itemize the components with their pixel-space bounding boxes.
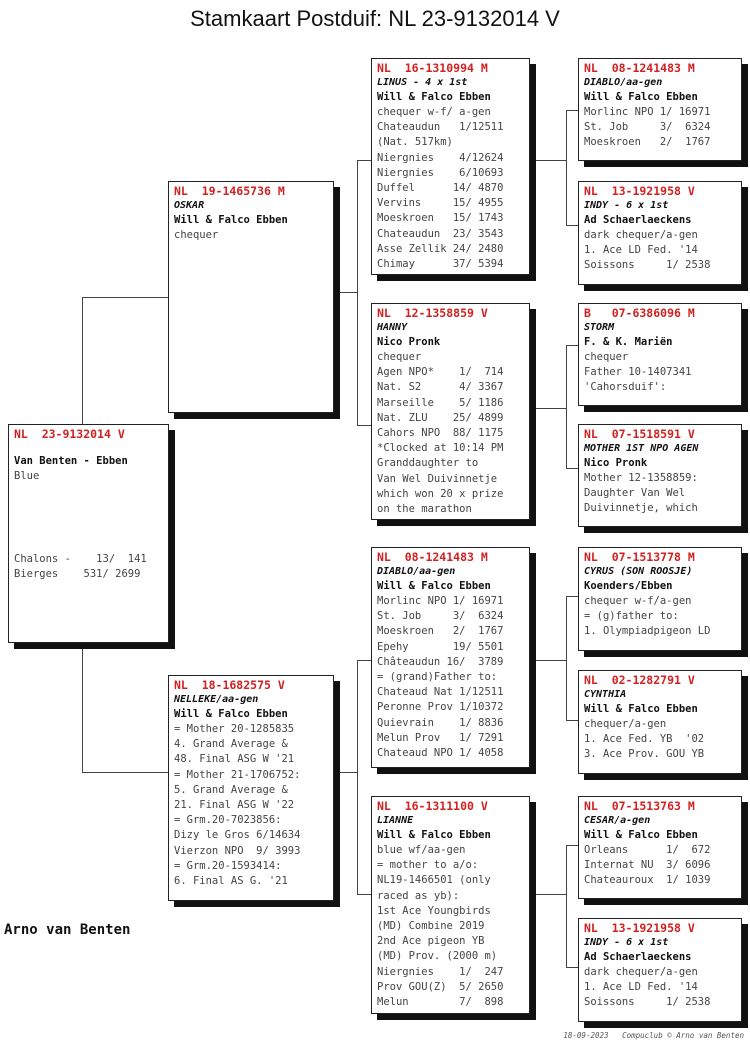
pigeon-details [584, 105, 736, 151]
detail-line: dark chequer/a-gen [584, 229, 698, 241]
breeder-name: Arno van Benten [4, 922, 131, 938]
pigeon-details [584, 965, 736, 1011]
ring-number: NL 13-1921958 V [584, 184, 695, 198]
pigeon-name: CYNTHIA [584, 689, 627, 700]
ring-number: NL 07-1518591 V [584, 427, 695, 441]
pigeon-card-mother [168, 675, 334, 901]
owner-name: Nico Pronk [584, 457, 648, 469]
detail-line: Niergnies 4/12624 [377, 151, 504, 164]
detail-line: which won 20 x prize [377, 487, 504, 500]
detail-line: chequer [174, 229, 219, 241]
detail-line: Nat. ZLU 25/ 4899 [377, 411, 504, 424]
detail-line: Internat NU 3/ 6096 [584, 859, 711, 872]
detail-line: Orleans 1/ 672 [584, 844, 711, 856]
pigeon-card-mf [371, 547, 530, 768]
detail-line: Chateaud Nat 1/12511 [377, 686, 504, 699]
pigeon-name: INDY - 6 x 1st [584, 937, 669, 948]
pigeon-name: CYRUS (SON ROOSJE) [584, 566, 693, 577]
pigeon-name: MOTHER 1ST NPO AGEN [584, 443, 699, 454]
pigeon-name: DIABLO/aa-gen [377, 566, 456, 577]
owner-name: Will & Falco Ebben [584, 703, 698, 715]
connector-line [357, 160, 358, 425]
detail-line: Marseille 5/ 1186 [377, 396, 504, 409]
connector-line [566, 720, 578, 721]
pigeon-card-mff [578, 547, 742, 651]
detail-line: 1. Ace LD Fed. '14 [584, 981, 698, 994]
connector-line [357, 894, 371, 895]
race-results [14, 552, 163, 582]
detail-line: dark chequer/a-gen [584, 966, 698, 978]
detail-line: Epehy 19/ 5501 [377, 640, 504, 653]
detail-line: Duivinnetje, which [584, 502, 698, 515]
owner-name: Will & Falco Ebben [377, 580, 491, 592]
connector-line [82, 297, 83, 424]
detail-line: 1st Ace Youngbirds [377, 904, 491, 917]
detail-line: = (g)father to: [584, 610, 679, 623]
detail-line: (Nat. 517km) [377, 136, 453, 149]
connector-line [357, 425, 371, 426]
connector-line [566, 967, 578, 968]
detail-line: Daughter Van Wel [584, 487, 686, 500]
detail-line: Chateaudun 23/ 3543 [377, 227, 504, 240]
detail-line: Morlinc NPO 1/ 16971 [584, 106, 711, 118]
detail-line: = mother to a/o: [377, 859, 479, 872]
detail-line: Moeskroen 2/ 1767 [584, 136, 711, 149]
pigeon-card-fff [578, 58, 742, 161]
pigeon-details [377, 843, 524, 1010]
connector-line [82, 297, 168, 298]
detail-line: Chateaudun 1/12511 [377, 121, 504, 134]
detail-line: Chimay 37/ 5394 [377, 258, 504, 271]
detail-line: 4. Grand Average & [174, 738, 288, 751]
connector-line [566, 596, 567, 720]
detail-line: 'Cahorsduif': [584, 381, 667, 394]
detail-line: on the marathon [377, 503, 472, 516]
pigeon-name: OSKAR [174, 200, 205, 211]
connector-line [530, 894, 566, 895]
pigeon-card-mmm [578, 918, 742, 1022]
detail-line: Morlinc NPO 1/ 16971 [377, 595, 504, 607]
owner-name: F. & K. Mariën [584, 336, 673, 348]
owner-name: Ad Schaerlaeckens [584, 214, 692, 226]
pigeon-name: LIANNE [377, 815, 414, 826]
detail-line: Niergnies 1/ 247 [377, 965, 504, 978]
ring-number: NL 18-1682575 V [174, 678, 285, 692]
connector-line [334, 292, 358, 293]
page-title: Stamkaart Postduif: NL 23-9132014 V [190, 6, 560, 31]
pigeon-name: INDY - 6 x 1st [584, 200, 669, 211]
owner-name: Koenders/Ebben [584, 580, 673, 592]
detail-line: Blue [14, 470, 40, 482]
connector-line [530, 408, 566, 409]
owner-name: Van Benten - Ebben [14, 455, 128, 467]
owner-name: Will & Falco Ebben [584, 829, 698, 841]
ring-number: NL 07-1513763 M [584, 799, 695, 813]
connector-line [566, 596, 578, 597]
detail-line: 48. Final ASG W '21 [174, 753, 295, 766]
connector-line [82, 772, 168, 773]
detail-line: blue wf/aa-gen [377, 844, 466, 856]
pigeon-details [584, 717, 736, 763]
connector-line [357, 660, 371, 661]
detail-line: chequer w-f/ a-gen [377, 106, 491, 118]
detail-line: chequer [584, 351, 629, 363]
pigeon-details [14, 469, 163, 484]
detail-line: Niergnies 6/10693 [377, 166, 504, 179]
pigeon-details [584, 228, 736, 274]
connector-line [566, 225, 578, 226]
ring-number: NL 02-1282791 V [584, 673, 695, 687]
detail-line: Vierzon NPO 9/ 3993 [174, 844, 301, 857]
connector-line [566, 110, 567, 225]
detail-line: 21. Final ASG W '22 [174, 799, 295, 812]
pigeon-name: LINUS - 4 x 1st [377, 77, 468, 88]
ring-number: NL 16-1311100 V [377, 799, 488, 813]
owner-name: Will & Falco Ebben [174, 708, 288, 720]
pigeon-card-mfm [578, 670, 742, 774]
pigeon-details [377, 105, 524, 272]
owner-name: Will & Falco Ebben [584, 91, 698, 103]
connector-line [357, 660, 358, 894]
detail-line: 1. Olympiadpigeon LD [584, 625, 711, 638]
pigeon-card-mm [371, 796, 530, 1014]
pigeon-name: STORM [584, 322, 615, 333]
detail-line: 1. Ace LD Fed. '14 [584, 244, 698, 257]
connector-line [530, 160, 566, 161]
footer-credit: 18-09-2023 Compuclub © Arno van Benten [563, 1031, 744, 1040]
pigeon-card-mmf [578, 796, 742, 899]
ring-number: NL 23-9132014 V [14, 427, 125, 441]
detail-line: Soissons 1/ 2538 [584, 996, 711, 1009]
detail-line: Nat. S2 4/ 3367 [377, 381, 504, 394]
detail-line: Father 10-1407341 [584, 366, 692, 379]
detail-line: Melun 7/ 898 [377, 996, 504, 1009]
connector-line [566, 345, 567, 468]
pigeon-name: DIABLO/aa-gen [584, 77, 663, 88]
ring-number: B 07-6386096 M [584, 306, 695, 320]
detail-line: Peronne Prov 1/10372 [377, 701, 504, 714]
owner-name: Ad Schaerlaeckens [584, 951, 692, 963]
pigeon-card-ff [371, 58, 530, 275]
detail-line: Melun Prov 1/ 7291 [377, 731, 504, 744]
connector-line [530, 660, 566, 661]
connector-line [566, 110, 578, 111]
detail-line: = (grand)Father to: [377, 671, 498, 684]
detail-line: St. Job 3/ 6324 [377, 610, 504, 623]
owner-name: Will & Falco Ebben [174, 214, 288, 226]
detail-line: 3. Ace Prov. GOU YB [584, 748, 705, 761]
detail-line: Agen NPO* 1/ 714 [377, 366, 504, 379]
detail-line: raced as yb): [377, 889, 460, 902]
owner-name: Will & Falco Ebben [377, 829, 491, 841]
detail-line: (MD) Combine 2019 [377, 920, 485, 933]
pigeon-details [174, 228, 328, 243]
detail-line: 2nd Ace pigeon YB [377, 935, 485, 948]
detail-line: Bierges 531/ 2699 [14, 568, 141, 581]
connector-line [566, 845, 578, 846]
pigeon-card-fmf [578, 303, 742, 406]
detail-line: *Clocked at 10:14 PM [377, 442, 504, 455]
detail-line: Vervins 15/ 4955 [377, 197, 504, 210]
pigeon-details [584, 843, 736, 889]
detail-line: = Grm.20-1593414: [174, 859, 282, 872]
detail-line: Prov GOU(Z) 5/ 2650 [377, 980, 504, 993]
detail-line: 6. Final AS G. '21 [174, 875, 288, 888]
detail-line: NL19-1466501 (only [377, 874, 491, 887]
owner-name: Will & Falco Ebben [377, 91, 491, 103]
pigeon-details [584, 594, 736, 640]
detail-line: Dizy le Gros 6/14634 [174, 829, 301, 842]
detail-line: = Mother 20-1285835 [174, 723, 295, 735]
detail-line: Granddaughter to [377, 457, 479, 470]
pigeon-details [174, 722, 328, 889]
connector-line [82, 642, 83, 772]
ring-number: NL 08-1241483 M [377, 550, 488, 564]
detail-line: chequer w-f/a-gen [584, 595, 692, 607]
detail-line: = Grm.20-7023856: [174, 814, 282, 827]
pigeon-details [377, 594, 524, 761]
pigeon-card-father [168, 181, 334, 413]
connector-line [566, 345, 578, 346]
ring-number: NL 13-1921958 V [584, 921, 695, 935]
pigeon-card-fmm [578, 424, 742, 527]
pigeon-details [377, 350, 524, 517]
detail-line: Châteaudun 16/ 3789 [377, 655, 504, 668]
pigeon-name: HANNY [377, 322, 408, 333]
detail-line: Cahors NPO 88/ 1175 [377, 427, 504, 440]
detail-line: 5. Grand Average & [174, 783, 288, 796]
detail-line: St. Job 3/ 6324 [584, 121, 711, 134]
pigeon-name: CESAR/a-gen [584, 815, 651, 826]
detail-line: Chateauroux 1/ 1039 [584, 874, 711, 887]
connector-line [566, 468, 578, 469]
detail-line: = Mother 21-1706752: [174, 768, 301, 781]
pigeon-name: NELLEKE/aa-gen [174, 694, 259, 705]
detail-line: Asse Zellik 24/ 2480 [377, 242, 504, 255]
pigeon-details [584, 350, 736, 396]
detail-line: (MD) Prov. (2000 m) [377, 950, 498, 963]
pigeon-card-ffm [578, 181, 742, 285]
connector-line [566, 845, 567, 967]
detail-line: Soissons 1/ 2538 [584, 259, 711, 272]
detail-line: Moeskroen 2/ 1767 [377, 625, 504, 638]
ring-number: NL 08-1241483 M [584, 61, 695, 75]
ring-number: NL 12-1358859 V [377, 306, 488, 320]
detail-line: Mother 12-1358859: [584, 472, 698, 484]
pigeon-card-fm [371, 303, 530, 520]
detail-line: Chateaud NPO 1/ 4058 [377, 747, 504, 760]
detail-line: chequer [377, 351, 422, 363]
pigeon-details [584, 471, 736, 517]
ring-number: NL 16-1310994 M [377, 61, 488, 75]
connector-line [357, 160, 371, 161]
detail-line: Duffel 14/ 4870 [377, 182, 504, 195]
owner-name: Nico Pronk [377, 336, 441, 348]
detail-line: Moeskroen 15/ 1743 [377, 212, 504, 225]
detail-line: Van Wel Duivinnetje [377, 472, 498, 485]
pigeon-card-subject [8, 424, 169, 643]
detail-line: 1. Ace Fed. YB '02 [584, 733, 705, 746]
ring-number: NL 19-1465736 M [174, 184, 285, 198]
ring-number: NL 07-1513778 M [584, 550, 695, 564]
detail-line: chequer/a-gen [584, 718, 667, 730]
detail-line: Chalons - 13/ 141 [14, 553, 147, 566]
detail-line: Quievrain 1/ 8836 [377, 716, 504, 729]
connector-line [334, 772, 358, 773]
